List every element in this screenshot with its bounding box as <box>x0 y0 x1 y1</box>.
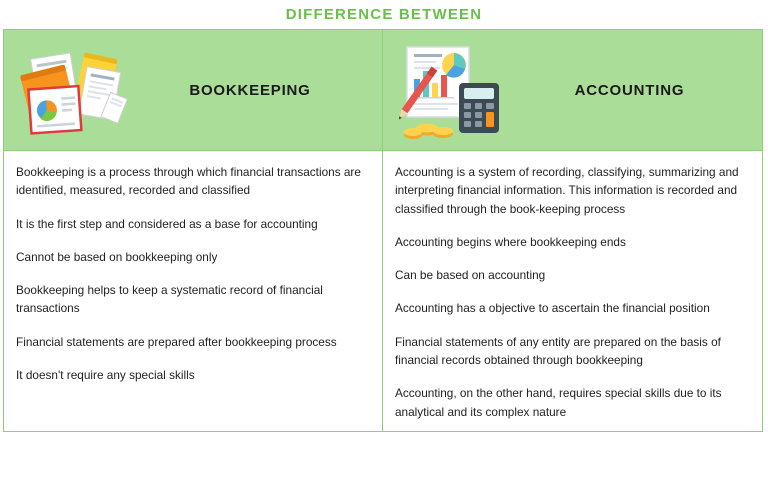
header-cell-bookkeeping <box>4 30 383 150</box>
column-body-accounting <box>383 151 762 431</box>
list-item: It is the first step and considered as a base for accounting <box>16 216 318 231</box>
list-item: Cannot be based on bookkeeping only <box>16 249 218 264</box>
list-item: Bookkeeping helps to keep a systematic record of financial transactions <box>16 283 323 316</box>
list-item: It doesn't require any special skills <box>16 367 195 382</box>
list-item: Accounting has a objective to ascertain the financial position <box>395 301 710 316</box>
column-heading-bookkeeping: BOOKKEEPING <box>189 81 311 99</box>
list-item: Financial statements of any entity are prepared on the basis of financial records obtained through bookkeeping <box>395 334 721 367</box>
list-item: Accounting begins where bookkeeping ends <box>395 234 626 249</box>
header-cell-accounting <box>383 30 762 150</box>
page-title: DIFFERENCE BETWEEN <box>285 6 483 23</box>
table-body-row <box>4 151 762 431</box>
list-item: Accounting, on the other hand, requires special skills due to its analytical and its complex nature <box>395 386 722 419</box>
column-heading-accounting: ACCOUNTING <box>574 81 685 99</box>
comparison-table <box>3 29 763 432</box>
documents-folder-icon <box>18 39 128 141</box>
list-item: Accounting is a system of recording, classifying, summarizing and interpreting financial information. This information is recorded and classified through the book-keeping process <box>395 165 739 216</box>
column-body-bookkeeping <box>4 151 383 431</box>
table-header-row <box>4 30 762 151</box>
list-item: Bookkeeping is a process through which financial transactions are identified, measured, recorded and classified <box>16 165 361 198</box>
list-item: Financial statements are prepared after bookkeeping process <box>16 334 337 349</box>
list-item: Can be based on accounting <box>395 268 546 283</box>
calculator-report-icon <box>397 39 507 141</box>
